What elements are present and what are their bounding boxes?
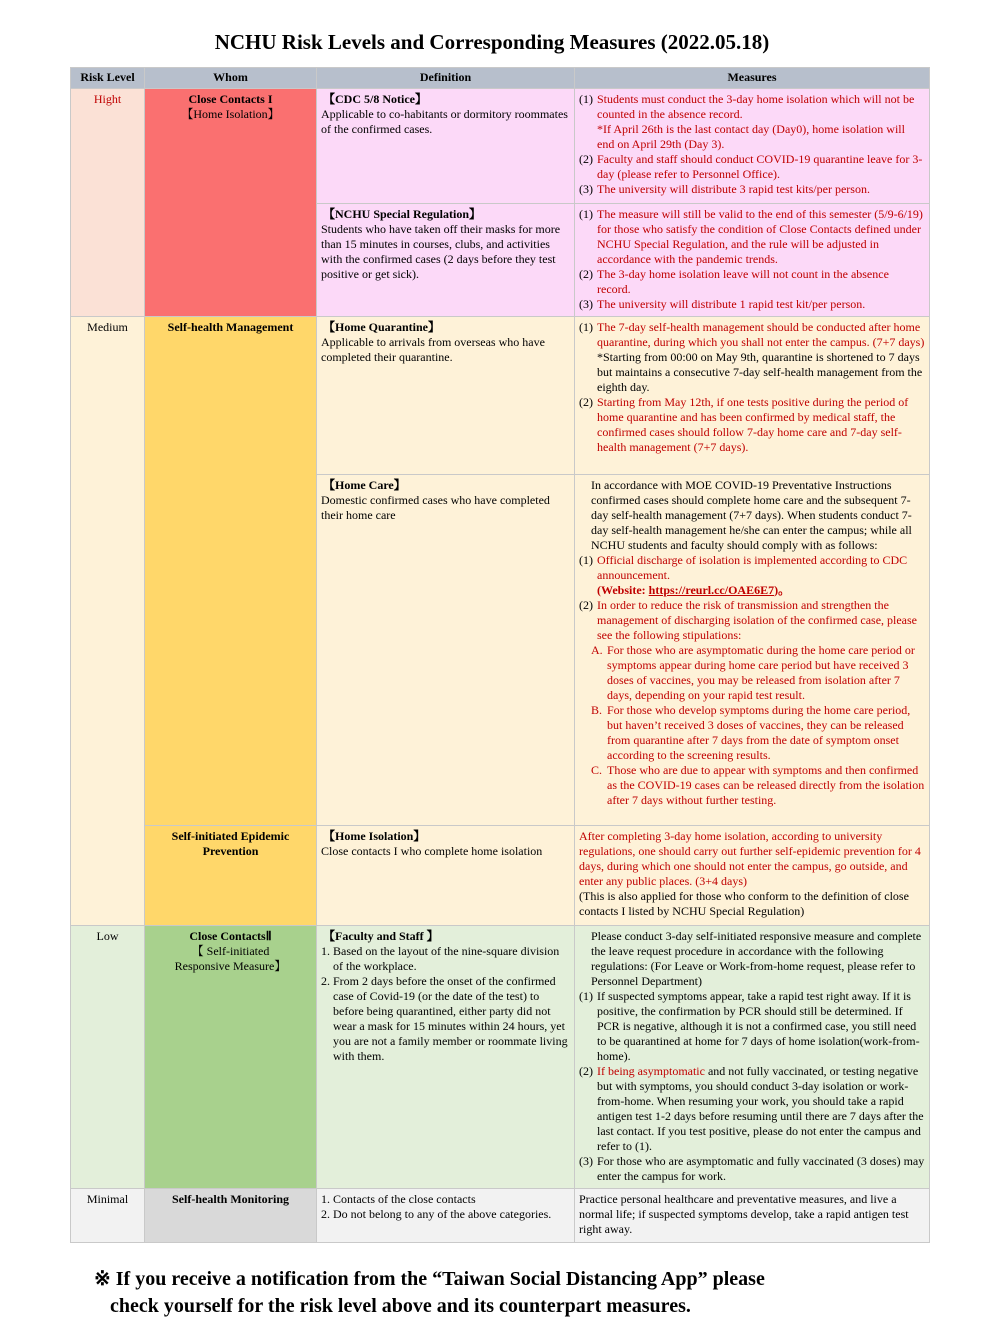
list-item: 1. Contacts of the close contacts — [321, 1192, 476, 1206]
measures-cell — [575, 204, 930, 317]
measures-cell — [575, 826, 930, 926]
definition-cell — [317, 926, 575, 1189]
list-item: (3) The university will distribute 1 rapid test kit/per person. — [579, 297, 866, 311]
whom-close-contacts-2 — [145, 926, 317, 1189]
list-item: B. For those who develop symptoms during the home care period, but haven’t received 3 doses of vaccines, they can be released from quarantine after 7 days from the date of symptom onset according to the screening results. — [591, 703, 911, 762]
list-item: (2) In order to reduce the risk of transmission and strengthen the management of discharging isolation of the confirmed case, please see the following stipulations: — [579, 598, 918, 642]
whom-sublabel: 【Home Isolation】 — [181, 107, 280, 121]
measures-text: Practice personal healthcare and preventative measures, and live a normal life; if suspected symptoms develop, take a rapid antigen test right away. — [579, 1192, 909, 1236]
measures-text: After completing 3-day home isolation, according to university regulations, one should carry out further self-epidemic prevention for 4 days, during which one should not enter the campus, go outside, and enter any public places. (3+4 days) — [579, 829, 921, 888]
definition-cell — [317, 89, 575, 204]
list-item: (2) Faculty and staff should conduct COVID-19 quarantine leave for 3-day (please refer to Personnel Office). — [579, 152, 923, 181]
table-row — [71, 1189, 930, 1243]
table-header-row — [71, 68, 930, 89]
whom-self-health-monitoring: Self-health Monitoring — [145, 1189, 317, 1243]
list-item: C. Those who are due to appear with symptoms and then confirmed as the COVID-19 cases can be released directly from the isolation after 7 days without further testing. — [591, 763, 925, 807]
list-item: 2. Do not belong to any of the above categories. — [321, 1207, 552, 1221]
level-minimal: Minimal — [71, 1189, 145, 1243]
list-item: (3) The university will distribute 3 rapid test kits/per person. — [579, 182, 870, 196]
list-item: 1. Based on the layout of the nine-square division of the workplace. — [321, 944, 560, 973]
risk-table — [70, 67, 930, 1243]
whom-self-initiated-epidemic-prevention: Self-initiated Epidemic Prevention — [145, 826, 317, 926]
definition-text: Applicable to arrivals from overseas who have completed their quarantine. — [321, 335, 545, 364]
whom-label: Close ContactsⅡ — [189, 929, 272, 943]
definition-cell — [317, 204, 575, 317]
list-item: (1) The measure will still be valid to the end of this semester (5/9-6/19) for those who satisfy the condition of Close Contacts defined under NCHU Special Regulation, and the rule will be adjusted in accordance with the pandemic trends. — [579, 207, 923, 266]
table-row — [71, 317, 930, 475]
list-item: (1) The 7-day self-health management should be conducted after home quarantine, during which you shall not enter the campus. (7+7 days) *Starting from 00:00 on May 9th, quarantine is shortened to 7 days but maintains a consecutive 7-day self-health management from the eighth day. — [579, 320, 925, 394]
level-low: Low — [71, 926, 145, 1189]
whom-close-contacts-1 — [145, 89, 317, 317]
definition-title: 【CDC 5/8 Notice】 — [323, 92, 427, 106]
level-medium: Medium — [71, 317, 145, 926]
footer-line: check yourself for the risk level above and its counterpart measures. — [110, 1295, 691, 1317]
measures-note: (This is also applied for those who conform to the definition of close contacts I listed by NCHU Special Regulation) — [579, 889, 909, 918]
header-risk-level: Risk Level — [71, 68, 145, 89]
header-definition: Definition — [317, 68, 575, 89]
definition-title: 【Faculty and Staff 】 — [323, 929, 439, 943]
definition-text: Students who have taken off their masks for more than 15 minutes in courses, clubs, and activities with the confirmed cases (2 days before they test positive or get sick). — [321, 222, 561, 281]
website-link[interactable]: https://reurl.cc/OAE6E7 — [648, 583, 775, 597]
table-row — [71, 926, 930, 1189]
header-measures: Measures — [575, 68, 930, 89]
definition-text: Applicable to co-habitants or dormitory roommates of the confirmed cases. — [321, 107, 568, 136]
list-item: (2) If being asymptomatic and not fully vaccinated, or testing negative but with symptoms, you should conduct 3-day isolation or work-from-home. When resuming your work, you should take a rapid antigen test 1-2 days before resuming until there are 7 days after the last contact. If you test positive, please do not enter the campus and refer to (1). — [579, 1064, 924, 1153]
definition-cell — [317, 826, 575, 926]
definition-cell — [317, 1189, 575, 1243]
measures-intro: In accordance with MOE COVID-19 Preventative Instructions confirmed cases should complete home care and the subsequent 7-day self-health management (7+7 days). When students conduct 7-day self-health management he/she can enter the campus; while all NCHU students and faculty should comply with as follows: — [591, 478, 912, 552]
definition-text: Close contacts I who complete home isolation — [321, 844, 543, 858]
definition-title: 【Home Quarantine】 — [323, 320, 440, 334]
footer-note — [94, 1266, 954, 1320]
measures-intro: Please conduct 3-day self-initiated responsive measure and complete the leave request procedure in accordance with the following regulations: (For Leave or Work-from-home request, please refer to Personnel Department) — [591, 929, 922, 988]
note: *If April 26th is the last contact day (Day0), home isolation will end on April 29th (Day 3). — [597, 122, 905, 151]
whom-label: Close Contacts I — [188, 92, 273, 106]
whom-sublabel: Responsive Measure】 — [174, 959, 287, 973]
note: *Starting from 00:00 on May 9th, quarantine is shortened to 7 days but maintains a consecutive 7-day self-health management from the eighth day. — [597, 350, 923, 394]
list-item: 2. From 2 days before the onset of the confirmed case of Covid-19 (or the date of the test) to before being quarantined, either party did not wear a mask for 15 minutes within 24 hours, yet you are not a family member or roommate living with them. — [321, 974, 568, 1063]
measures-cell — [575, 926, 930, 1189]
table-row — [71, 826, 930, 926]
definition-cell — [317, 475, 575, 826]
measures-cell — [575, 317, 930, 475]
list-item: (1) If suspected symptoms appear, take a rapid test right away. If it is positive, the confirmation by PCR should still be determined. If PCR is negative, although it is not a confirmed case, you still need to be quarantined at home for 7 days of home isolation(work-from-home). — [579, 989, 920, 1063]
header-whom: Whom — [145, 68, 317, 89]
definition-title: 【Home Isolation】 — [323, 829, 426, 843]
page-title: NCHU Risk Levels and Corresponding Measures (2022.05.18) — [214, 30, 770, 54]
definition-text: Domestic confirmed cases who have completed their home care — [321, 493, 550, 522]
measures-cell — [575, 89, 930, 204]
footer-line: ※ If you receive a notification from the “Taiwan Social Distancing App” please — [94, 1268, 765, 1290]
whom-self-health-management: Self-health Management — [145, 317, 317, 826]
list-item: (1) Official discharge of isolation is implemented according to CDC announcement. (Website: https://reurl.cc/OAE6E7)。 — [579, 553, 925, 598]
definition-title: 【NCHU Special Regulation】 — [323, 207, 482, 221]
table-row — [71, 89, 930, 204]
list-item: (2) Starting from May 12th, if one tests positive during the period of home quarantine and has been confirmed by medical staff, the confirmed cases should follow 7-day home care and 7-day self-health management (7+7 days). — [579, 395, 909, 454]
list-item: (1) Students must conduct the 3-day home isolation which will not be counted in the absence record. *If April 26th is the last contact day (Day0), home isolation will end on April 29th (Day 3). — [579, 92, 925, 152]
measures-cell — [575, 1189, 930, 1243]
list-item: (2) The 3-day home isolation leave will not count in the absence record. — [579, 267, 889, 296]
website-line: (Website: https://reurl.cc/OAE6E7)。 — [597, 583, 791, 597]
level-high: Hight — [71, 89, 145, 317]
list-item: A. For those who are asymptomatic during the home care period or symptoms appear during home care period but have received 3 doses of vaccines, you may be released from isolation after 7 days, depending on your rapid test result. — [591, 643, 915, 702]
definition-title: 【Home Care】 — [323, 478, 406, 492]
measures-cell — [575, 475, 930, 826]
list-item: (3) For those who are asymptomatic and fully vaccinated (3 doses) may enter the campus for work. — [579, 1154, 925, 1183]
definition-cell — [317, 317, 575, 475]
whom-sublabel: 【 Self-initiated — [191, 944, 270, 958]
